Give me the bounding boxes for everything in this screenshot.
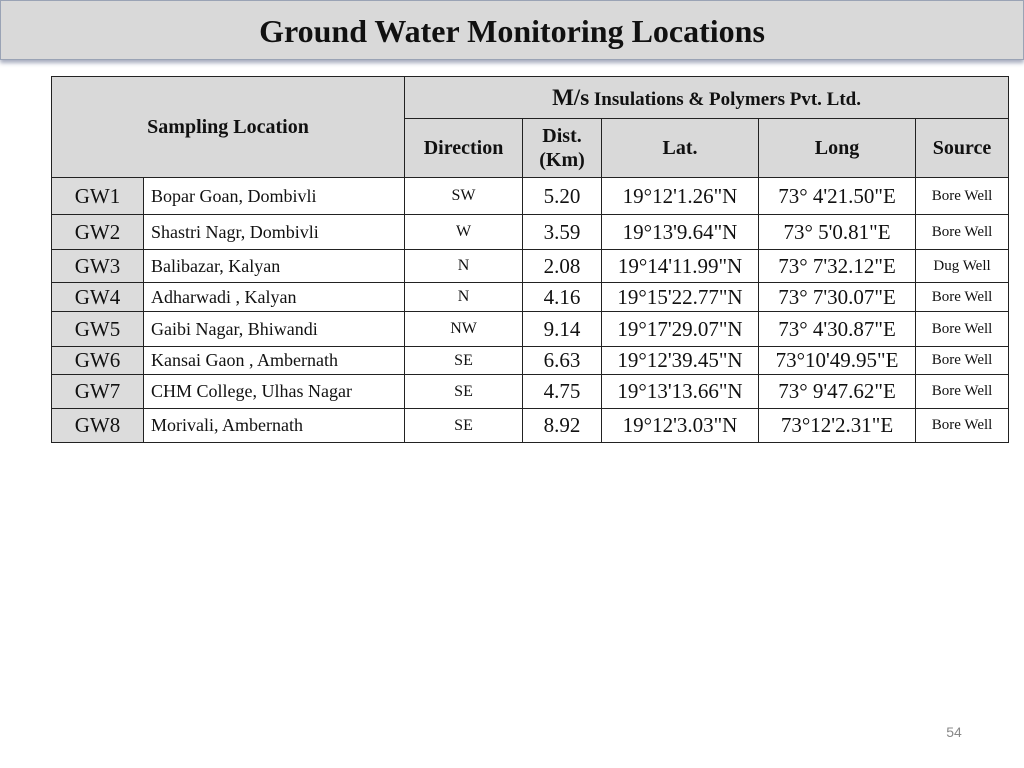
row-source: Bore Well [916, 178, 1009, 215]
row-source: Bore Well [916, 215, 1009, 250]
table-row [52, 347, 1009, 375]
header-direction: Direction [405, 119, 523, 178]
row-location: Adharwadi , Kalyan [144, 283, 405, 312]
table-row [52, 250, 1009, 283]
row-longitude: 73° 4'21.50"E [759, 178, 916, 215]
row-distance: 9.14 [523, 312, 602, 347]
page-number: 54 [946, 724, 962, 740]
row-longitude: 73° 7'32.12"E [759, 250, 916, 283]
row-latitude: 19°13'9.64"N [602, 215, 759, 250]
row-source: Bore Well [916, 283, 1009, 312]
company-name: Insulations & Polymers Pvt. Ltd. [593, 88, 861, 110]
row-id: GW8 [52, 409, 144, 443]
row-longitude: 73° 7'30.07"E [759, 283, 916, 312]
header-distance-line1: Dist. [542, 125, 582, 147]
row-distance: 2.08 [523, 250, 602, 283]
row-direction: N [405, 250, 523, 283]
row-longitude: 73° 5'0.81"E [759, 215, 916, 250]
row-direction: W [405, 215, 523, 250]
row-latitude: 19°13'13.66"N [602, 375, 759, 409]
row-latitude: 19°17'29.07"N [602, 312, 759, 347]
header-latitude: Lat. [602, 119, 759, 178]
row-source: Bore Well [916, 409, 1009, 443]
company-prefix: M/s [552, 84, 590, 110]
row-id: GW2 [52, 215, 144, 250]
table-row [52, 312, 1009, 347]
row-longitude: 73°10'49.95"E [759, 347, 916, 375]
table-row [52, 215, 1009, 250]
table-row [52, 178, 1009, 215]
row-location: Gaibi Nagar, Bhiwandi [144, 312, 405, 347]
row-latitude: 19°12'39.45"N [602, 347, 759, 375]
table-row [52, 283, 1009, 312]
row-location: Bopar Goan, Dombivli [144, 178, 405, 215]
row-location: Balibazar, Kalyan [144, 250, 405, 283]
row-location: Morivali, Ambernath [144, 409, 405, 443]
row-direction: SE [405, 375, 523, 409]
header-longitude: Long [759, 119, 916, 178]
row-longitude: 73° 4'30.87"E [759, 312, 916, 347]
row-latitude: 19°15'22.77"N [602, 283, 759, 312]
header-source: Source [916, 119, 1009, 178]
row-location: Shastri Nagr, Dombivli [144, 215, 405, 250]
header-distance-line2: (Km) [539, 149, 585, 171]
row-id: GW6 [52, 347, 144, 375]
row-source: Bore Well [916, 312, 1009, 347]
row-source: Bore Well [916, 375, 1009, 409]
row-source: Dug Well [916, 250, 1009, 283]
row-direction: N [405, 283, 523, 312]
table-row [52, 375, 1009, 409]
title-bar [0, 0, 1024, 60]
row-latitude: 19°14'11.99"N [602, 250, 759, 283]
row-longitude: 73°12'2.31"E [759, 409, 916, 443]
row-id: GW1 [52, 178, 144, 215]
row-location: Kansai Gaon , Ambernath [144, 347, 405, 375]
row-direction: SE [405, 347, 523, 375]
row-latitude: 19°12'3.03"N [602, 409, 759, 443]
row-distance: 5.20 [523, 178, 602, 215]
row-source: Bore Well [916, 347, 1009, 375]
row-id: GW5 [52, 312, 144, 347]
row-latitude: 19°12'1.26"N [602, 178, 759, 215]
row-longitude: 73° 9'47.62"E [759, 375, 916, 409]
header-distance [523, 119, 602, 178]
header-company [405, 77, 1009, 119]
row-distance: 6.63 [523, 347, 602, 375]
row-distance: 3.59 [523, 215, 602, 250]
row-distance: 4.16 [523, 283, 602, 312]
row-distance: 8.92 [523, 409, 602, 443]
monitoring-locations-table [51, 76, 1009, 443]
page-title: Ground Water Monitoring Locations [259, 12, 765, 49]
header-sampling-location: Sampling Location [52, 77, 405, 178]
row-direction: SW [405, 178, 523, 215]
row-id: GW4 [52, 283, 144, 312]
row-location: CHM College, Ulhas Nagar [144, 375, 405, 409]
table-row [52, 409, 1009, 443]
row-id: GW3 [52, 250, 144, 283]
row-distance: 4.75 [523, 375, 602, 409]
row-direction: SE [405, 409, 523, 443]
row-direction: NW [405, 312, 523, 347]
row-id: GW7 [52, 375, 144, 409]
